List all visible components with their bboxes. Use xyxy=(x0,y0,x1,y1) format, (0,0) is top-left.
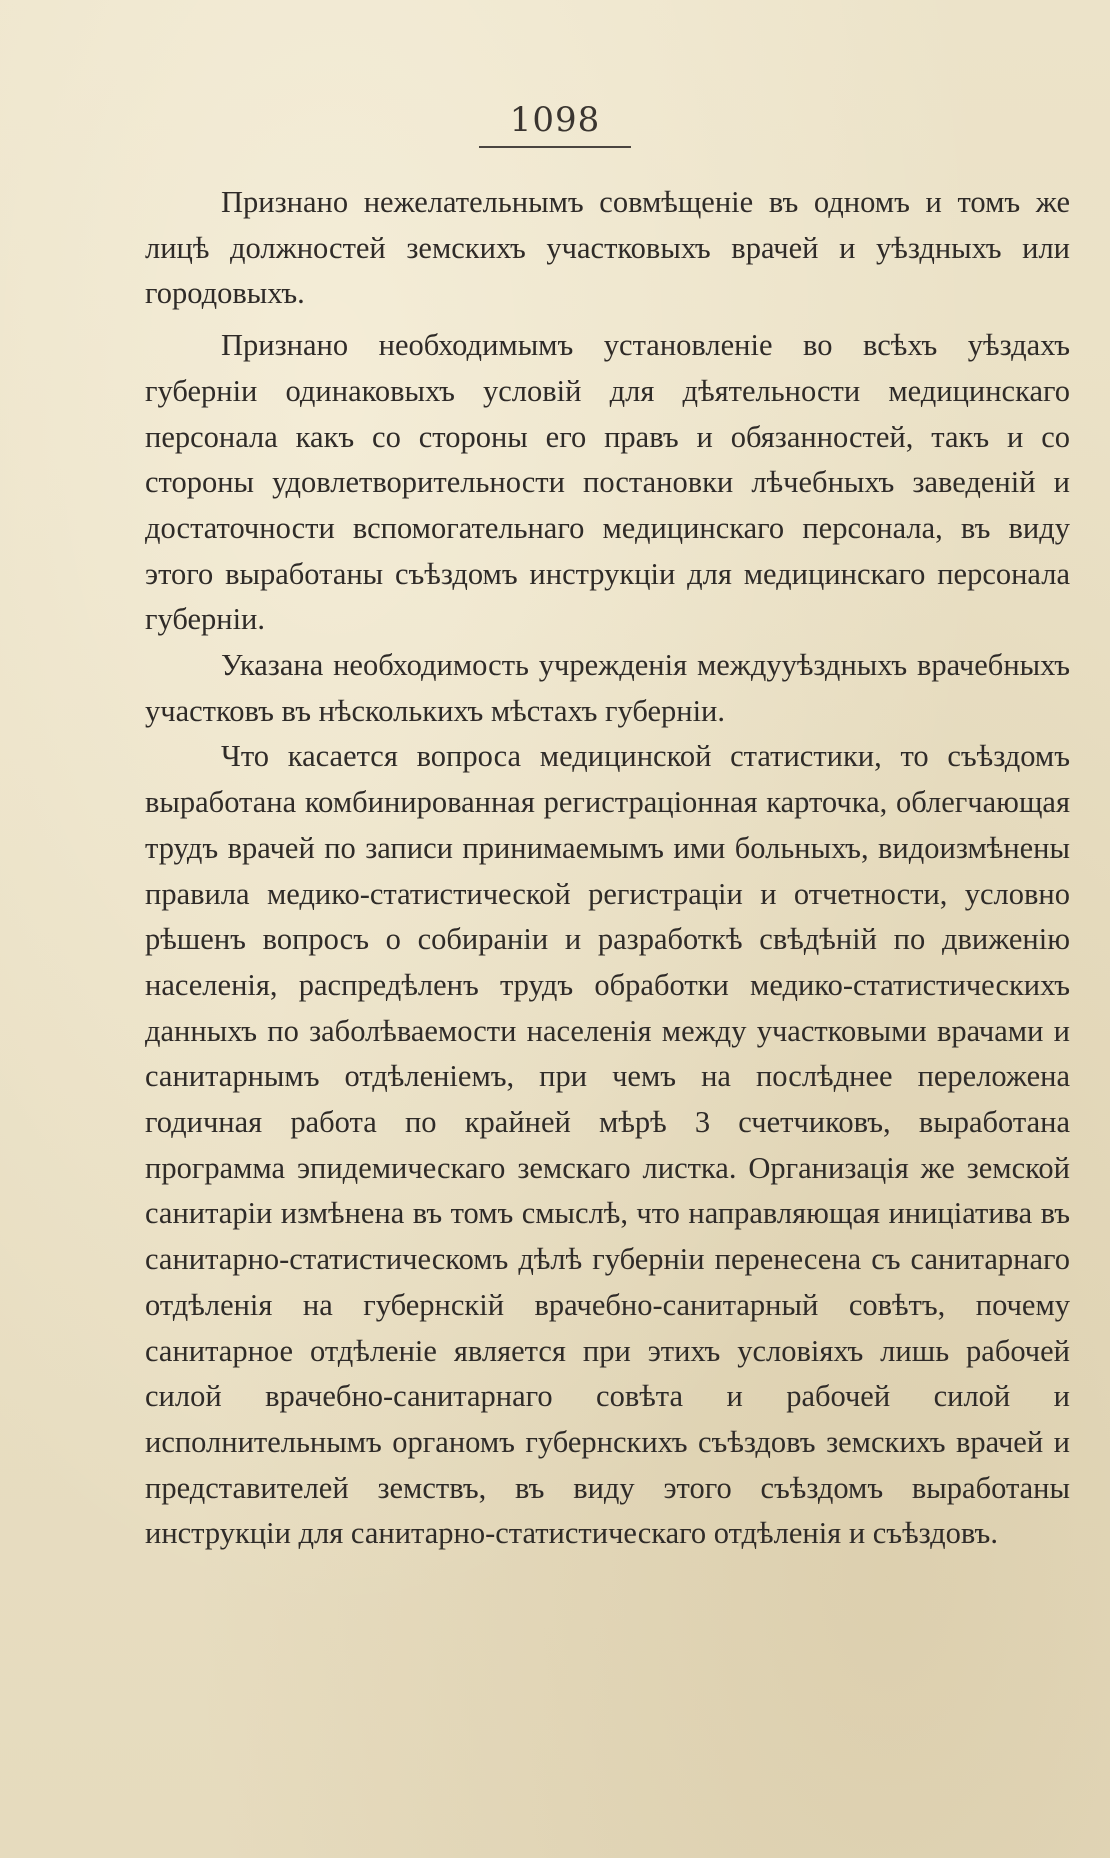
paragraph-4: Что касается вопроса медицинской статистики, то съѣздомъ выработана комбинированная регистраціонная карточка, облегчающая трудъ врачей по записи принимаемымъ ими больныхъ, видоизмѣнены правила медико-статистической регистраціи и отчетности, условно рѣшенъ вопросъ о собираніи и разработкѣ свѣдѣній по движенію населенія, распредѣленъ трудъ обработки медико-статистическихъ данныхъ по заболѣваемости населенія между участковыми врачами и санитарнымъ отдѣленіемъ, при чемъ на послѣднее переложена годичная работа по крайней мѣрѣ 3 счетчиковъ, выработана программа эпидемическаго земскаго листка. Организація же земской санитаріи измѣнена въ томъ смыслѣ, что направляющая иниціатива въ санитарно-статистическомъ дѣлѣ губерніи перенесена съ санитарнаго отдѣленія на губернскій врачебно-санитарный совѣтъ, почему санитарное отдѣленіе является при этихъ условіяхъ лишь рабочей силой врачебно-санитарнаго совѣта и рабочей силой и исполнительнымъ органомъ губернскихъ съѣздовъ земскихъ врачей и представителей земствъ, въ виду этого съѣздомъ выработаны инструкціи для санитарно-статистическаго отдѣленія и съѣздовъ. xyxy=(145,739,1070,1551)
paragraph-3: Указана необходимость учрежденія междууѣздныхъ врачебныхъ участковъ въ нѣсколькихъ мѣстахъ губерніи. xyxy=(145,648,1070,728)
paragraph-2: Признано необходимымъ установленіе во всѣхъ уѣздахъ губерніи одинаковыхъ условій для дѣятельности медицинскаго персонала какъ со стороны его правъ и обязанностей, такъ и со стороны удовлетворительности постановки лѣчебныхъ заведеній и достаточности вспомогательнаго медицинскаго персонала, въ виду этого выработаны съѣздомъ инструкціи для медицинскаго персонала губерніи. xyxy=(145,328,1070,637)
page-number: 1098 xyxy=(479,100,631,148)
page-header xyxy=(0,100,1110,148)
page-body xyxy=(145,180,1070,1557)
paragraph-1: Признано нежелательнымъ совмѣщеніе въ одномъ и томъ же лицѣ должностей земскихъ участковыхъ врачей и уѣздныхъ или городовыхъ. xyxy=(145,185,1070,311)
